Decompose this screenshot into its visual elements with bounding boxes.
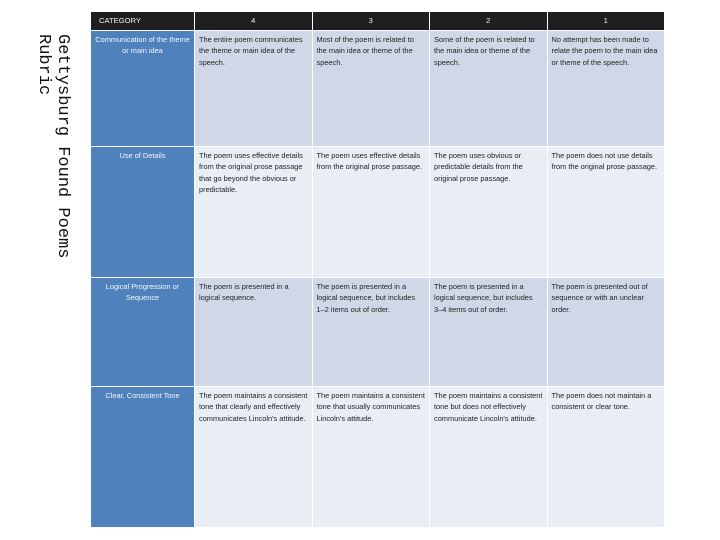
criterion-cell: Use of Details bbox=[91, 147, 195, 278]
header-row bbox=[91, 12, 665, 31]
score-4-cell: The poem is presented in a logical sequence. bbox=[195, 278, 313, 387]
table-row bbox=[91, 278, 665, 387]
score-1-cell: The poem is presented out of sequence or with an unclear order. bbox=[548, 278, 666, 387]
score-2-cell: The poem uses obvious or predictable details from the original prose passage. bbox=[430, 147, 548, 278]
table-row bbox=[91, 31, 665, 147]
score-4-cell: The entire poem communicates the theme or main idea of the speech. bbox=[195, 31, 313, 147]
header-score-2: 2 bbox=[430, 12, 548, 31]
score-4-cell: The poem uses effective details from the original prose passage that go beyond the obvious or predictable. bbox=[195, 147, 313, 278]
score-1-cell: The poem does not maintain a consistent or clear tone. bbox=[548, 387, 666, 528]
score-4-cell: The poem maintains a consistent tone that clearly and effectively communicates Lincoln's attitude. bbox=[195, 387, 313, 528]
header-score-1: 1 bbox=[548, 12, 666, 31]
table-row bbox=[91, 387, 665, 528]
score-1-cell: No attempt has been made to relate the poem to the main idea or theme of the speech. bbox=[548, 31, 666, 147]
criterion-cell: Logical Progression or Sequence bbox=[91, 278, 195, 387]
table-row bbox=[91, 147, 665, 278]
score-1-cell: The poem does not use details from the original prose passage. bbox=[548, 147, 666, 278]
rubric-title: Gettysburg Found Poems Rubric bbox=[34, 34, 72, 259]
score-3-cell: Most of the poem is related to the main idea or theme of the speech. bbox=[313, 31, 431, 147]
criterion-cell: Communication of the theme or main idea bbox=[91, 31, 195, 147]
score-2-cell: Some of the poem is related to the main idea or theme of the speech. bbox=[430, 31, 548, 147]
score-3-cell: The poem uses effective details from the original prose passage. bbox=[313, 147, 431, 278]
score-3-cell: The poem maintains a consistent tone that usually communicates Lincoln's attitude. bbox=[313, 387, 431, 528]
header-score-4: 4 bbox=[195, 12, 313, 31]
score-2-cell: The poem maintains a consistent tone but does not effectively communicate Lincoln's attitude. bbox=[430, 387, 548, 528]
header-score-3: 3 bbox=[313, 12, 431, 31]
header-category: CATEGORY bbox=[91, 12, 195, 31]
rubric-table bbox=[91, 12, 665, 528]
score-3-cell: The poem is presented in a logical sequence, but includes 1–2 items out of order. bbox=[313, 278, 431, 387]
score-2-cell: The poem is presented in a logical sequence, but includes 3–4 items out of order. bbox=[430, 278, 548, 387]
criterion-cell: Clear, Consistent Tone bbox=[91, 387, 195, 528]
